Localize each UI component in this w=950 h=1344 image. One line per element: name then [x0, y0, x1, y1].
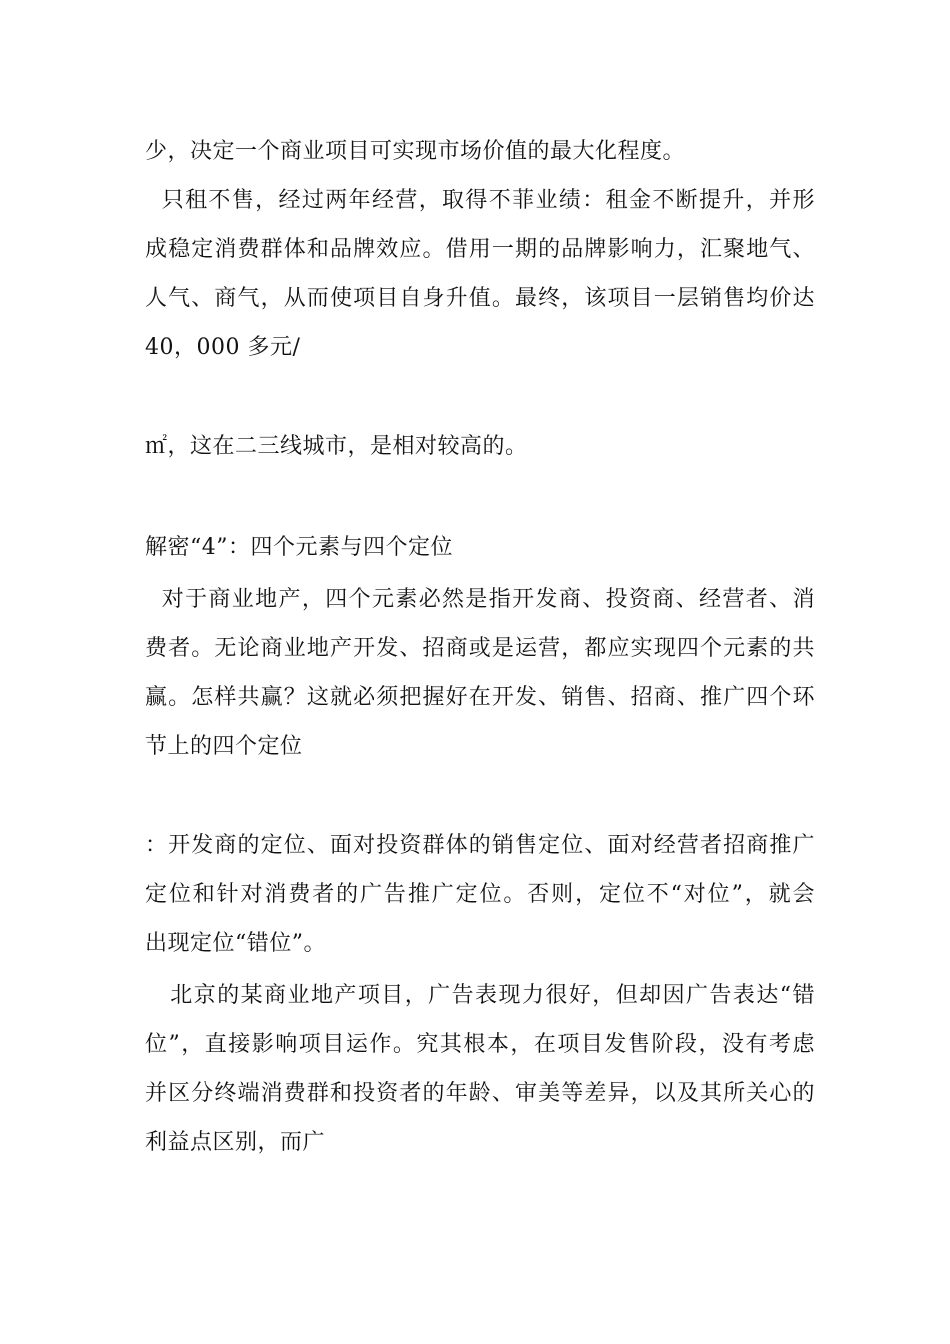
section-heading: 解密“4”：四个元素与四个定位 [145, 535, 453, 560]
paragraph-line: ㎡，这在二三线城市，是相对较高的。 [145, 434, 528, 459]
paragraph-line: 只租不售，经过两年经营，取得不菲业绩：租金不断提升，并形 [145, 188, 815, 213]
paragraph-line: 40，000 多元/ [145, 335, 301, 360]
paragraph-line: 北京的某商业地产项目，广告表现力很好，但却因广告表达“错 [145, 983, 815, 1008]
paragraph-line: 出现定位“错位”。 [145, 931, 326, 956]
paragraph-line: 赢。怎样共赢？这就必须把握好在开发、销售、招商、推广四个环 [145, 685, 815, 710]
paragraph-line: 费者。无论商业地产开发、招商或是运营，都应实现四个元素的共 [145, 636, 815, 661]
paragraph-line: ：开发商的定位、面对投资群体的销售定位、面对经营者招商推广 [145, 833, 815, 858]
paragraph-line: 并区分终端消费群和投资者的年龄、审美等差异，以及其所关心的 [145, 1081, 815, 1106]
paragraph-line: 成稳定消费群体和品牌效应。借用一期的品牌影响力，汇聚地气、 [145, 237, 815, 262]
paragraph-line: 定位和针对消费者的广告推广定位。否则，定位不“对位”，就会 [145, 882, 815, 907]
paragraph-line: 节上的四个定位 [145, 734, 303, 759]
paragraph-line: 少，决定一个商业项目可实现市场价值的最大化程度。 [145, 139, 686, 164]
paragraph-line: 位”，直接影响项目运作。究其根本，在项目发售阶段，没有考虑 [145, 1032, 815, 1057]
paragraph-line: 利益点区别，而广 [145, 1130, 326, 1155]
paragraph-line: 人气、商气，从而使项目自身升值。最终，该项目一层销售均价达 [145, 286, 815, 311]
paragraph-line: 对于商业地产，四个元素必然是指开发商、投资商、经营者、消 [145, 587, 815, 612]
